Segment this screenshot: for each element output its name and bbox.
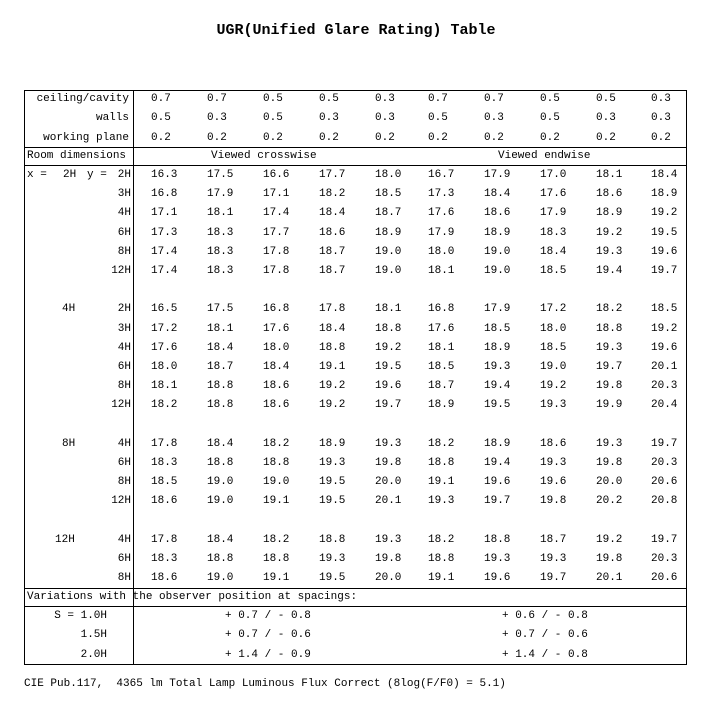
ugr-value: 18.1 (375, 303, 402, 316)
y-value: 4H (117, 207, 131, 220)
ugr-value: 17.9 (484, 303, 511, 316)
header-value: 0.5 (596, 93, 616, 105)
spacing-label: 2.0H (80, 648, 107, 661)
ugr-value: 16.3 (151, 169, 178, 181)
ugr-value: 20.8 (651, 495, 678, 508)
header-value: 0.2 (428, 131, 448, 144)
header-value: 0.2 (596, 131, 616, 144)
ugr-value: 19.5 (484, 399, 511, 412)
ugr-value: 19.7 (540, 572, 567, 585)
ugr-value: 20.0 (375, 572, 402, 585)
variations-title: Variations with the observer position at spacings: (27, 591, 358, 603)
y-label: y = (87, 169, 107, 181)
ugr-value: 19.6 (540, 476, 567, 489)
y-value: 4H (117, 437, 131, 450)
header-value: 0.2 (540, 131, 560, 144)
data-divider (25, 588, 686, 589)
ugr-value: 18.3 (540, 226, 567, 239)
y-value: 12H (111, 265, 131, 277)
header-value: 0.7 (428, 93, 448, 105)
ugr-value: 18.4 (484, 188, 511, 201)
header-value: 0.2 (484, 131, 504, 144)
ugr-value: 19.5 (319, 572, 346, 585)
ugr-value: 19.3 (540, 457, 567, 469)
ugr-value: 18.8 (207, 399, 234, 412)
header-value: 0.3 (207, 112, 227, 125)
ugr-value: 18.2 (151, 399, 178, 412)
ugr-value: 20.3 (651, 380, 678, 393)
ugr-value: 19.1 (319, 361, 346, 373)
ugr-value: 18.8 (375, 322, 402, 335)
ugr-value: 17.8 (263, 245, 290, 258)
ugr-value: 19.8 (375, 457, 402, 469)
label-column-divider (133, 91, 134, 664)
ugr-value: 18.6 (596, 188, 623, 201)
ugr-value: 19.8 (375, 553, 402, 565)
ugr-value: 18.8 (428, 457, 455, 469)
ugr-value: 19.0 (484, 245, 511, 258)
ugr-value: 19.7 (596, 361, 623, 373)
ugr-value: 20.6 (651, 572, 678, 585)
ugr-value: 19.1 (263, 572, 290, 585)
ugr-value: 16.6 (263, 169, 290, 181)
header-value: 0.7 (484, 93, 504, 105)
ugr-value: 18.1 (151, 380, 178, 393)
ugr-value: 18.4 (207, 533, 234, 546)
header-divider (25, 147, 686, 148)
ugr-value: 18.5 (428, 361, 455, 373)
ugr-value: 19.3 (375, 437, 402, 450)
ugr-value: 18.7 (375, 207, 402, 220)
y-value: 4H (117, 533, 131, 546)
header-value: 0.5 (540, 112, 560, 125)
ugr-value: 19.3 (484, 553, 511, 565)
ugr-value: 19.2 (651, 207, 678, 220)
header-value: 0.7 (151, 93, 171, 105)
ugr-value: 18.4 (207, 341, 234, 354)
ugr-value: 18.5 (651, 303, 678, 316)
ugr-value: 17.7 (319, 169, 346, 181)
header-value: 0.2 (651, 131, 671, 144)
ugr-value: 17.9 (428, 226, 455, 239)
ugr-value: 19.2 (596, 533, 623, 546)
ugr-value: 17.6 (151, 341, 178, 354)
ugr-value: 19.7 (484, 495, 511, 508)
ugr-value: 18.2 (319, 188, 346, 201)
ugr-value: 18.9 (484, 437, 511, 450)
ugr-value: 17.3 (151, 226, 178, 239)
ugr-value: 18.6 (151, 495, 178, 508)
ugr-value: 20.3 (651, 457, 678, 469)
ugr-value: 19.2 (319, 399, 346, 412)
room-dimensions-label: Room dimensions (27, 150, 127, 162)
ugr-value: 17.4 (263, 207, 290, 220)
ugr-value: 18.6 (263, 380, 290, 393)
ugr-value: 17.6 (428, 207, 455, 220)
ugr-value: 17.0 (540, 169, 567, 181)
header-row-label: ceiling/cavity (36, 93, 129, 105)
header-value: 0.2 (375, 131, 395, 144)
ugr-value: 20.1 (596, 572, 623, 585)
ugr-value: 18.8 (207, 553, 234, 565)
ugr-value: 17.8 (151, 437, 178, 450)
ugr-value: 19.8 (596, 553, 623, 565)
ugr-value: 18.1 (428, 265, 455, 277)
ugr-value: 19.4 (484, 380, 511, 393)
ugr-value: 19.9 (596, 399, 623, 412)
ugr-value: 18.3 (151, 553, 178, 565)
ugr-value: 19.3 (375, 533, 402, 546)
crosswise-variation: + 0.7 / - 0.8 (225, 610, 311, 622)
ugr-value: 19.2 (651, 322, 678, 335)
viewed-crosswise-label: Viewed crosswise (211, 150, 317, 162)
ugr-value: 19.5 (319, 476, 346, 489)
ugr-value: 19.0 (207, 495, 234, 508)
viewed-endwise-label: Viewed endwise (498, 150, 591, 162)
y-value: 6H (117, 361, 131, 373)
ugr-value: 18.8 (484, 533, 511, 546)
ugr-value: 18.9 (375, 226, 402, 239)
y-value: 6H (117, 226, 131, 239)
ugr-value: 18.5 (484, 322, 511, 335)
ugr-value: 18.8 (596, 322, 623, 335)
ugr-value: 18.0 (263, 341, 290, 354)
ugr-value: 18.7 (428, 380, 455, 393)
ugr-value: 19.0 (263, 476, 290, 489)
ugr-value: 20.0 (375, 476, 402, 489)
ugr-value: 17.1 (151, 207, 178, 220)
ugr-value: 17.4 (151, 265, 178, 277)
header-value: 0.2 (207, 131, 227, 144)
y-value: 8H (117, 572, 131, 585)
ugr-value: 18.5 (540, 265, 567, 277)
ugr-value: 17.8 (151, 533, 178, 546)
ugr-value: 19.0 (375, 265, 402, 277)
ugr-value: 17.4 (151, 245, 178, 258)
ugr-value: 18.8 (263, 553, 290, 565)
ugr-value: 18.0 (428, 245, 455, 258)
ugr-value: 19.1 (428, 476, 455, 489)
x-label: x = (27, 169, 47, 181)
ugr-value: 18.3 (207, 226, 234, 239)
header-row-label: working plane (43, 131, 129, 144)
header-value: 0.5 (428, 112, 448, 125)
ugr-value: 19.1 (428, 572, 455, 585)
ugr-value: 19.8 (596, 380, 623, 393)
endwise-variation: + 0.7 / - 0.6 (502, 629, 588, 642)
y-value: 3H (117, 188, 131, 201)
ugr-value: 18.8 (207, 380, 234, 393)
ugr-value: 19.3 (596, 437, 623, 450)
crosswise-variation: + 1.4 / - 0.9 (225, 648, 311, 661)
ugr-value: 18.3 (207, 265, 234, 277)
header-value: 0.2 (151, 131, 171, 144)
ugr-value: 18.4 (207, 437, 234, 450)
ugr-value: 18.6 (263, 399, 290, 412)
ugr-value: 18.0 (151, 361, 178, 373)
ugr-value: 19.2 (540, 380, 567, 393)
ugr-value: 18.1 (428, 341, 455, 354)
ugr-value: 19.3 (484, 361, 511, 373)
ugr-value: 19.7 (651, 437, 678, 450)
ugr-value: 19.0 (540, 361, 567, 373)
header-value: 0.5 (263, 93, 283, 105)
ugr-value: 18.4 (651, 169, 678, 181)
ugr-value: 18.8 (207, 457, 234, 469)
ugr-value: 19.8 (540, 495, 567, 508)
ugr-value: 18.4 (263, 361, 290, 373)
y-value: 6H (117, 457, 131, 469)
ugr-value: 17.9 (207, 188, 234, 201)
header-value: 0.5 (319, 93, 339, 105)
ugr-value: 16.5 (151, 303, 178, 316)
ugr-value: 18.6 (319, 226, 346, 239)
ugr-value: 18.2 (428, 533, 455, 546)
ugr-value: 18.1 (207, 207, 234, 220)
endwise-variation: + 0.6 / - 0.8 (502, 610, 588, 622)
ugr-value: 18.1 (596, 169, 623, 181)
ugr-value: 17.5 (207, 303, 234, 316)
ugr-value: 19.5 (319, 495, 346, 508)
ugr-value: 19.3 (540, 399, 567, 412)
y-value: 8H (117, 380, 131, 393)
footer-note: CIE Pub.117, 4365 lm Total Lamp Luminous Flux Correct (8log(F/F0) = 5.1) (24, 678, 506, 690)
ugr-value: 19.6 (651, 341, 678, 354)
ugr-value: 20.3 (651, 553, 678, 565)
crosswise-variation: + 0.7 / - 0.6 (225, 629, 311, 642)
header-row-label: walls (95, 112, 129, 125)
ugr-value: 19.6 (484, 572, 511, 585)
ugr-value: 18.7 (319, 245, 346, 258)
header-value: 0.3 (375, 112, 395, 125)
ugr-value: 16.7 (428, 169, 455, 181)
ugr-value: 18.2 (596, 303, 623, 316)
ugr-value: 18.7 (540, 533, 567, 546)
ugr-value: 19.6 (484, 476, 511, 489)
header-value: 0.3 (484, 112, 504, 125)
ugr-value: 19.6 (375, 380, 402, 393)
y-value: 6H (117, 553, 131, 565)
ugr-value: 18.4 (540, 245, 567, 258)
y-value: 12H (111, 495, 131, 508)
page-title: UGR(Unified Glare Rating) Table (216, 22, 496, 39)
ugr-value: 18.1 (207, 322, 234, 335)
ugr-value: 20.2 (596, 495, 623, 508)
ugr-value: 19.5 (375, 361, 402, 373)
ugr-value: 18.5 (151, 476, 178, 489)
ugr-table (24, 90, 687, 665)
ugr-value: 17.5 (207, 169, 234, 181)
ugr-value: 19.3 (596, 341, 623, 354)
ugr-value: 18.4 (319, 207, 346, 220)
ugr-value: 18.0 (375, 169, 402, 181)
y-value: 12H (111, 399, 131, 412)
ugr-value: 19.8 (596, 457, 623, 469)
x-value: 2H (63, 169, 77, 181)
ugr-value: 17.2 (151, 322, 178, 335)
y-value: 4H (117, 341, 131, 354)
ugr-value: 19.6 (651, 245, 678, 258)
ugr-value: 17.9 (540, 207, 567, 220)
header-value: 0.5 (151, 112, 171, 125)
ugr-value: 17.1 (263, 188, 290, 201)
header-value: 0.2 (263, 131, 283, 144)
ugr-value: 17.6 (263, 322, 290, 335)
ugr-value: 19.3 (540, 553, 567, 565)
y-value: 8H (117, 245, 131, 258)
ugr-value: 18.6 (151, 572, 178, 585)
ugr-value: 19.0 (207, 476, 234, 489)
ugr-value: 18.3 (151, 457, 178, 469)
ugr-value: 19.3 (319, 457, 346, 469)
y-value: 2H (117, 303, 131, 316)
subheader-divider (25, 165, 686, 166)
ugr-value: 19.3 (319, 553, 346, 565)
ugr-value: 20.4 (651, 399, 678, 412)
ugr-value: 18.8 (263, 457, 290, 469)
ugr-value: 18.9 (484, 226, 511, 239)
ugr-value: 19.2 (596, 226, 623, 239)
ugr-value: 16.8 (151, 188, 178, 201)
x-value: 12H (55, 533, 75, 546)
ugr-value: 17.6 (428, 322, 455, 335)
ugr-value: 18.7 (207, 361, 234, 373)
y-value: 2H (117, 169, 131, 181)
ugr-value: 19.7 (375, 399, 402, 412)
ugr-value: 20.0 (596, 476, 623, 489)
ugr-value: 18.6 (540, 437, 567, 450)
ugr-value: 17.8 (319, 303, 346, 316)
ugr-value: 18.9 (319, 437, 346, 450)
header-value: 0.5 (263, 112, 283, 125)
variations-divider (25, 606, 686, 607)
ugr-value: 18.9 (596, 207, 623, 220)
ugr-value: 19.0 (207, 572, 234, 585)
ugr-value: 18.8 (319, 341, 346, 354)
spacing-label: S = 1.0H (54, 610, 107, 622)
header-value: 0.5 (540, 93, 560, 105)
ugr-value: 18.3 (207, 245, 234, 258)
ugr-value: 17.2 (540, 303, 567, 316)
ugr-value: 19.2 (319, 380, 346, 393)
x-value: 8H (62, 437, 76, 450)
ugr-value: 18.7 (319, 265, 346, 277)
ugr-value: 19.3 (428, 495, 455, 508)
ugr-value: 18.0 (540, 322, 567, 335)
ugr-value: 19.7 (651, 265, 678, 277)
ugr-value: 18.5 (540, 341, 567, 354)
ugr-value: 19.0 (375, 245, 402, 258)
ugr-value: 19.7 (651, 533, 678, 546)
ugr-value: 19.5 (651, 226, 678, 239)
ugr-value: 17.8 (263, 265, 290, 277)
ugr-value: 18.2 (263, 437, 290, 450)
ugr-value: 19.2 (375, 341, 402, 354)
ugr-value: 19.4 (484, 457, 511, 469)
ugr-value: 17.3 (428, 188, 455, 201)
ugr-value: 18.2 (428, 437, 455, 450)
y-value: 8H (117, 476, 131, 489)
ugr-value: 19.3 (596, 245, 623, 258)
ugr-value: 17.6 (540, 188, 567, 201)
ugr-value: 16.8 (428, 303, 455, 316)
ugr-value: 20.1 (375, 495, 402, 508)
ugr-value: 18.9 (428, 399, 455, 412)
ugr-value: 18.9 (484, 341, 511, 354)
y-value: 3H (117, 322, 131, 335)
ugr-value: 19.1 (263, 495, 290, 508)
x-value: 4H (62, 303, 76, 316)
ugr-value: 18.4 (319, 322, 346, 335)
ugr-value: 18.8 (428, 553, 455, 565)
ugr-value: 17.9 (484, 169, 511, 181)
header-value: 0.3 (319, 112, 339, 125)
spacing-label: 1.5H (80, 629, 107, 642)
ugr-value: 18.5 (375, 188, 402, 201)
ugr-value: 16.8 (263, 303, 290, 316)
ugr-value: 17.7 (263, 226, 290, 239)
ugr-value: 19.4 (596, 265, 623, 277)
ugr-value: 18.9 (651, 188, 678, 201)
ugr-value: 19.0 (484, 265, 511, 277)
ugr-value: 18.2 (263, 533, 290, 546)
ugr-value: 18.8 (319, 533, 346, 546)
endwise-variation: + 1.4 / - 0.8 (502, 648, 588, 661)
ugr-value: 18.6 (484, 207, 511, 220)
header-value: 0.3 (651, 93, 671, 105)
header-value: 0.3 (375, 93, 395, 105)
header-value: 0.7 (207, 93, 227, 105)
header-value: 0.3 (651, 112, 671, 125)
ugr-value: 20.6 (651, 476, 678, 489)
header-value: 0.3 (596, 112, 616, 125)
header-value: 0.2 (319, 131, 339, 144)
ugr-value: 20.1 (651, 361, 678, 373)
